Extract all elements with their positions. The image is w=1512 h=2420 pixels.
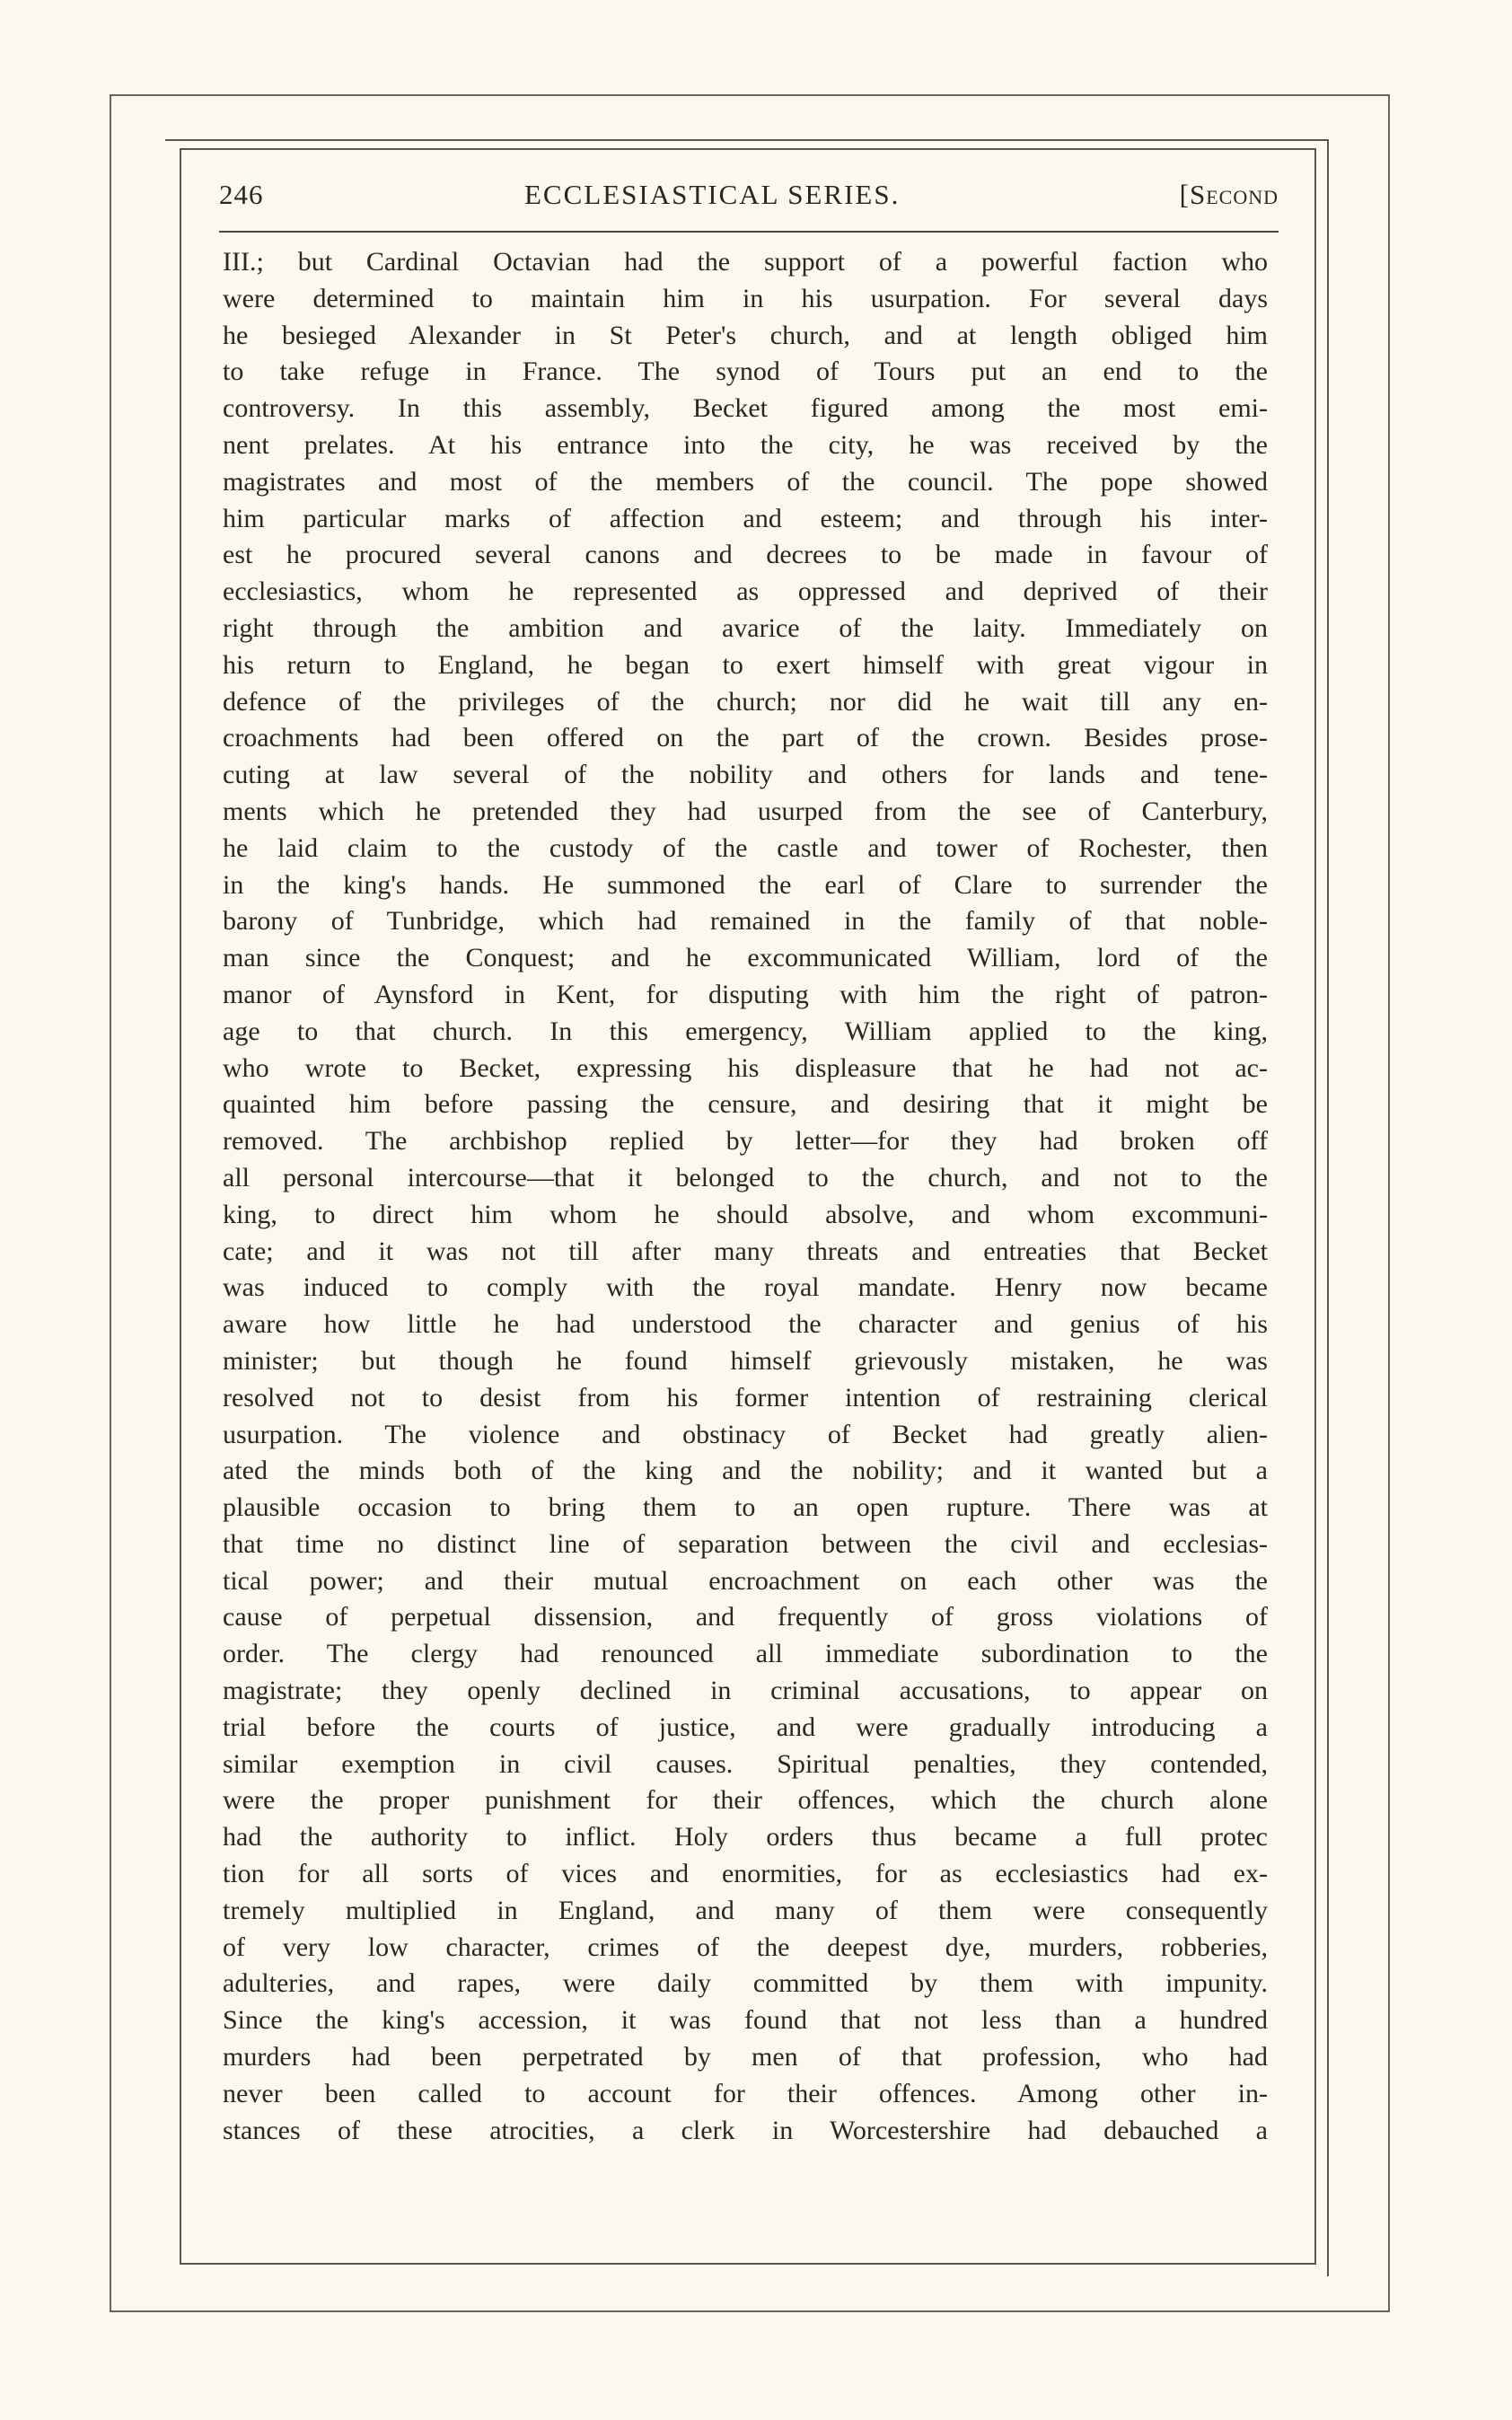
text-line: him particular marks of affection and esteem; and through his inter- (223, 503, 1268, 533)
text-line: similar exemption in civil causes. Spiritual penalties, they contended, (223, 1748, 1268, 1779)
text-line: manor of Aynsford in Kent, for disputing with him the right of patron- (223, 979, 1268, 1009)
section-label: [Second (1179, 179, 1279, 210)
text-line: defence of the privileges of the church; nor did he wait till any en- (223, 686, 1268, 717)
text-line: resolved not to desist from his former intention of restraining clerical (223, 1382, 1268, 1412)
text-line: were the proper punishment for their offences, which the church alone (223, 1785, 1268, 1816)
text-line: had the authority to inflict. Holy orders thus became a full protec (223, 1822, 1268, 1852)
text-line: Since the king's accession, it was found that not less than a hundred (223, 2005, 1268, 2036)
text-line: stances of these atrocities, a clerk in Worcestershire had debauched a (223, 2115, 1268, 2145)
text-line: nent prelates. At his entrance into the city, he was received by the (223, 429, 1268, 460)
text-line: trial before the courts of justice, and were gradually introducing a (223, 1712, 1268, 1742)
text-line: usurpation. The violence and obstinacy of Becket had greatly alien- (223, 1419, 1268, 1449)
header-rule (219, 231, 1279, 233)
text-line: aware how little he had understood the character and genius of his (223, 1309, 1268, 1340)
body-text (223, 244, 1268, 2149)
text-line: est he procured several canons and decrees to be made in favour of (223, 540, 1268, 570)
text-line: controversy. In this assembly, Becket figured among the most emi- (223, 393, 1268, 424)
text-line: man since the Conquest; and he excommunicated William, lord of the (223, 943, 1268, 973)
text-line: plausible occasion to bring them to an open rupture. There was at (223, 1492, 1268, 1523)
text-line: he besieged Alexander in St Peter's church, and at length obliged him (223, 320, 1268, 350)
text-line: age to that church. In this emergency, William applied to the king, (223, 1016, 1268, 1046)
page-number: 246 (219, 179, 264, 210)
text-line: order. The clergy had renounced all immediate subordination to the (223, 1639, 1268, 1669)
running-header (219, 179, 1279, 224)
text-line: ecclesiastics, whom he represented as oppressed and deprived of their (223, 576, 1268, 607)
text-line: murders had been perpetrated by men of that profession, who had (223, 2042, 1268, 2072)
text-line: that time no distinct line of separation between the civil and ecclesias- (223, 1528, 1268, 1559)
text-line: all personal intercourse—that it belonged to the church, and not to the (223, 1162, 1268, 1192)
text-line: king, to direct him whom he should absolve, and whom excommuni- (223, 1199, 1268, 1229)
text-line: right through the ambition and avarice of the laity. Immediately on (223, 612, 1268, 643)
text-line: tion for all sorts of vices and enormities, for as ecclesiastics had ex- (223, 1859, 1268, 1889)
text-line: magistrate; they openly declined in criminal accusations, to appear on (223, 1676, 1268, 1706)
text-line: cuting at law several of the nobility and others for lands and tene- (223, 760, 1268, 790)
text-line: quainted him before passing the censure, and desiring that it might be (223, 1089, 1268, 1120)
text-line: he laid claim to the custody of the castle and tower of Rochester, then (223, 832, 1268, 863)
text-line: ated the minds both of the king and the nobility; and it wanted but a (223, 1456, 1268, 1486)
text-line: magistrates and most of the members of the council. The pope showed (223, 466, 1268, 497)
text-line: minister; but though he found himself grievously mistaken, he was (223, 1345, 1268, 1376)
text-line: of very low character, crimes of the deepest dye, murders, robberies, (223, 1932, 1268, 1962)
text-line: cause of perpetual dissension, and frequently of gross violations of (223, 1602, 1268, 1632)
text-line: barony of Tunbridge, which had remained in the family of that noble- (223, 906, 1268, 937)
text-line: were determined to maintain him in his usurpation. For several days (223, 283, 1268, 313)
text-line: tremely multiplied in England, and many of them were consequently (223, 1895, 1268, 1925)
text-line: ments which he pretended they had usurped from the see of Canterbury, (223, 796, 1268, 826)
running-title: ECCLESIASTICAL SERIES. (524, 179, 901, 210)
text-line: croachments had been offered on the part of the crown. Besides prose- (223, 723, 1268, 753)
text-line: was induced to comply with the royal mandate. Henry now became (223, 1272, 1268, 1303)
text-line: cate; and it was not till after many threats and entreaties that Becket (223, 1236, 1268, 1266)
text-line: tical power; and their mutual encroachment on each other was the (223, 1565, 1268, 1596)
text-line: in the king's hands. He summoned the earl of Clare to surrender the (223, 869, 1268, 900)
text-line: to take refuge in France. The synod of Tours put an end to the (223, 356, 1268, 387)
text-line: III.; but Cardinal Octavian had the support of a powerful faction who (223, 247, 1268, 277)
text-line: never been called to account for their offences. Among other in- (223, 2078, 1268, 2108)
text-line: who wrote to Becket, expressing his displeasure that he had not ac- (223, 1052, 1268, 1083)
text-line: removed. The archbishop replied by letter—for they had broken off (223, 1126, 1268, 1157)
text-line: adulteries, and rapes, were daily committed by them with impunity. (223, 1968, 1268, 1999)
text-line: his return to England, he began to exert himself with great vigour in (223, 649, 1268, 680)
